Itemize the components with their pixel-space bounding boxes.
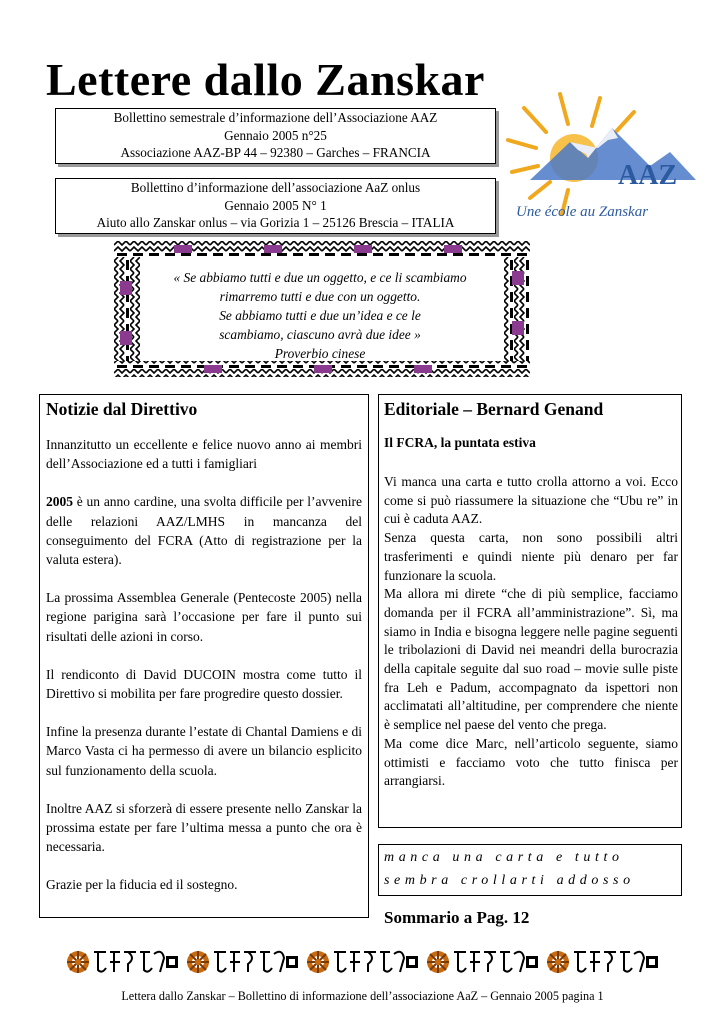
- info-box-italia: [55, 178, 496, 234]
- paragraph: Ma come dice Marc, nell’articolo seguente, siamo ottimisti e facciamo voto che tutto finisca per arrangiarsi.: [384, 735, 678, 789]
- paragraph: Grazie per la fiducia ed il sostegno.: [46, 877, 238, 893]
- quote-line: « Se abbiamo tutti e due un oggetto, e ce li scambiamo: [173, 270, 467, 285]
- info-line: Bollettino d’informazione dell’associazione AaZ onlus: [130, 180, 421, 195]
- info-line: Gennaio 2005 n°25: [224, 127, 327, 143]
- quote-line: scambiamo, ciascuno avrà due idee »: [219, 327, 421, 342]
- editoriale-column: [378, 394, 682, 828]
- editoriale-text: [384, 473, 678, 791]
- paragraph: Ma allora mi direte “che di più semplice, facciamo domanda per il FCRA all’amministrazione”. Sì, ma siamo in India e bisogna leggere nelle pagine seguenti le tribolazioni di David nei meandri della burocrazia della capitale seguite dal suo road – movie sulle piste fra Leh e Padum, accompagnato da ispettori non acclimatati all’altitudine, per comprendere che niente è semplice nel paese del vento che prega.: [384, 586, 678, 733]
- sommario-link: Sommario a Pag. 12: [384, 908, 530, 927]
- logo-slogan: Une école au Zanskar: [516, 204, 649, 220]
- direttivo-heading: Notizie dal Direttivo: [46, 399, 198, 419]
- info-line: Associazione AAZ-BP 44 – 92380 – Garches – FRANCIA: [120, 145, 431, 160]
- info-box-france: [55, 108, 496, 164]
- page-footer: Lettera dallo Zanskar – Bollettino di informazione dell’associazione AaZ – Gennaio 2005 pagina 1: [121, 989, 604, 1003]
- paragraph-rest: è un anno cardine, una svolta difficile per l’avvenire delle relazioni AAZ/LMHS in mancanza del conseguimento del FCRA (Atto di registrazione per la valuta estera).: [46, 494, 362, 568]
- editoriale-heading: Editoriale – Bernard Genand: [384, 399, 604, 419]
- paragraph: La prossima Assemblea Generale (Pentecoste 2005) nella regione parigina sarà l’occasione per fare il punto sui risultati delle azioni in corso.: [46, 590, 362, 644]
- direttivo-column: [39, 394, 369, 918]
- paragraph: [46, 492, 362, 569]
- info-line: Aiuto allo Zanskar onlus – via Gorizia 1 – 25126 Brescia – ITALIA: [96, 215, 455, 230]
- quote-line: Se abbiamo tutti e due un’idea e ce le: [219, 308, 421, 323]
- quote-attribution: Proverbio cinese: [274, 346, 366, 361]
- paragraph: Vi manca una carta e tutto crolla attorno a voi. Ecco come si può riassumere la situazione che “Ubu re” in cui è caduta AAZ.: [384, 474, 678, 527]
- logo-letters: AAZ: [618, 160, 678, 191]
- tibetan-ornament-strip: [66, 944, 666, 980]
- page-title: Lettere dallo Zanskar: [46, 54, 485, 105]
- paragraph: Il rendiconto di David DUCOIN mostra come tutto il Direttivo si mobilita per fare progredire questo dossier.: [46, 666, 362, 702]
- paragraph: Infine la presenza durante l’estate di Chantal Damiens e di Marco Vasta ci ha permesso di avere un bilancio esplicito sul funzionamento della scuola.: [46, 724, 362, 778]
- proverb-quote: [150, 268, 490, 363]
- direttivo-text: [46, 435, 362, 895]
- quote-line: rimarremo tutti e due con un oggetto.: [219, 289, 421, 304]
- info-line: Bollettino semestrale d’informazione dell’Associazione AAZ: [113, 110, 438, 125]
- paragraph: Senza questa carta, non sono possibili altri trasferimenti e quindi niente più denaro per far funzionare la scuola.: [384, 530, 678, 583]
- info-line: Gennaio 2005 N° 1: [224, 197, 327, 213]
- year-highlight: 2005: [46, 494, 73, 510]
- editoriale-subheading: Il FCRA, la puntata estiva: [384, 435, 536, 450]
- aaz-logo: [500, 88, 700, 228]
- paragraph: Innanzitutto un eccellente e felice nuovo anno ai membri dell’Associazione ed a tutti i famigliari: [46, 437, 362, 472]
- slogan-box: manca una carta e tutto sembra crollarti addosso: [378, 844, 682, 896]
- paragraph: Inoltre AAZ si sforzerà di essere presente nello Zanskar la prossima estate per fare l’ultima messa a punto che ora è necessaria.: [46, 800, 362, 855]
